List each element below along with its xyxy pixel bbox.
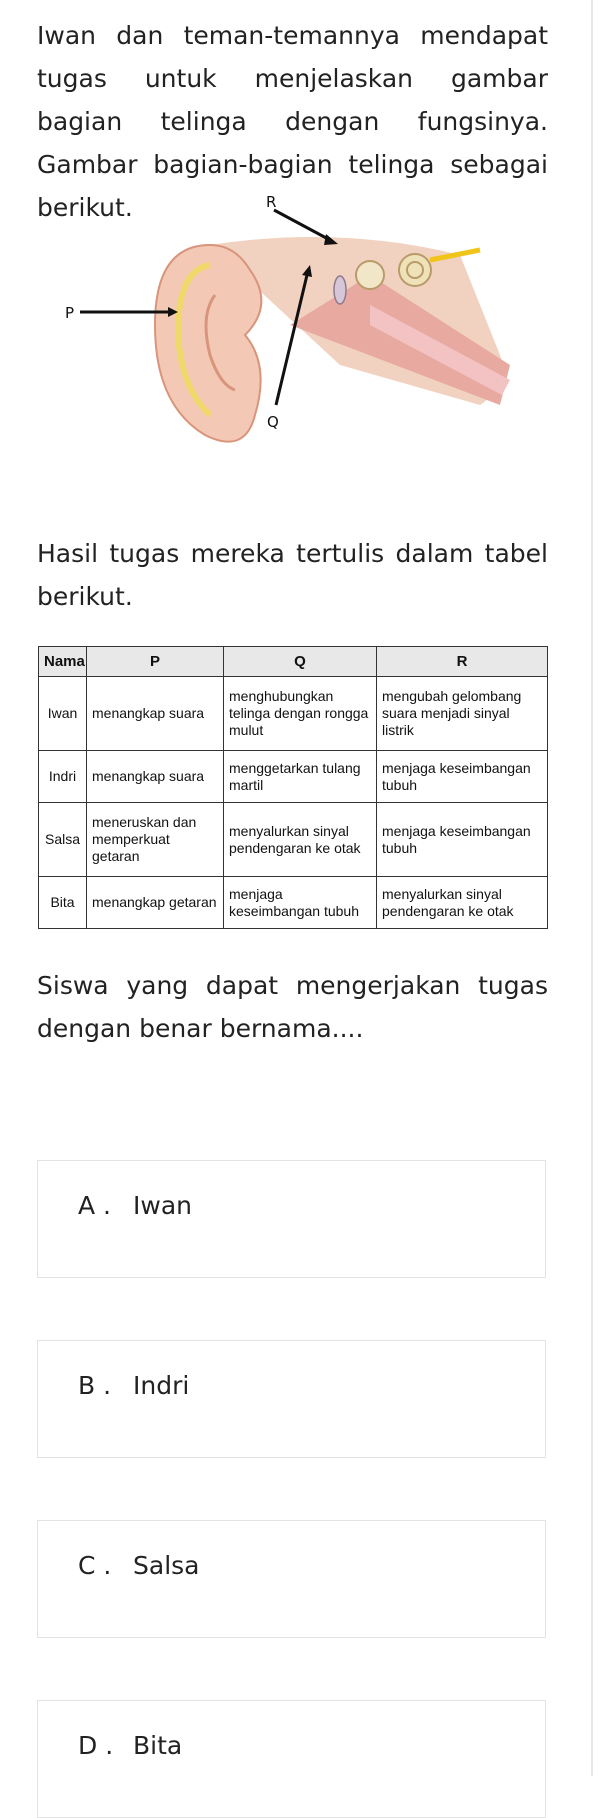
cell-p: meneruskan dan memperkuat getaran bbox=[87, 802, 224, 876]
ear-diagram bbox=[40, 193, 560, 495]
header-nama: Nama bbox=[39, 647, 87, 677]
label-r: R bbox=[266, 193, 277, 211]
option-letter: D . bbox=[78, 1731, 114, 1760]
cell-p: menangkap suara bbox=[87, 751, 224, 803]
cell-r: menjaga keseimbangan tubuh bbox=[377, 802, 548, 876]
cell-p: menangkap suara bbox=[87, 677, 224, 751]
table-lead-text: Hasil tugas mereka tertulis dalam tabel berikut. bbox=[37, 539, 548, 611]
option-b[interactable] bbox=[37, 1340, 546, 1458]
cell-nama: Indri bbox=[39, 751, 87, 803]
arrow-r-line bbox=[274, 210, 330, 240]
option-letter: A . bbox=[78, 1191, 111, 1220]
cell-nama: Bita bbox=[39, 877, 87, 929]
table-row bbox=[39, 877, 548, 929]
cell-nama: Iwan bbox=[39, 677, 87, 751]
option-text: Salsa bbox=[133, 1551, 200, 1580]
table-row bbox=[39, 751, 548, 803]
question-prompt: Siswa yang dapat mengerjakan tugas dengan benar bernama.... bbox=[37, 971, 548, 1043]
cell-q: menjaga keseimbangan tubuh bbox=[224, 877, 377, 929]
cell-q: menggetarkan tulang martil bbox=[224, 751, 377, 803]
cell-q: menyalurkan sinyal pendengaran ke otak bbox=[224, 802, 377, 876]
option-letter: C . bbox=[78, 1551, 112, 1580]
option-d[interactable] bbox=[37, 1700, 546, 1818]
answers-table bbox=[38, 646, 548, 929]
cell-r: mengubah gelombang suara menjadi sinyal listrik bbox=[377, 677, 548, 751]
cell-q: menghubungkan telinga dengan rongga mulut bbox=[224, 677, 377, 751]
option-text: Indri bbox=[133, 1371, 190, 1400]
option-c[interactable] bbox=[37, 1520, 546, 1638]
cell-nama: Salsa bbox=[39, 802, 87, 876]
cell-r: menyalurkan sinyal pendengaran ke otak bbox=[377, 877, 548, 929]
ossicle-shape bbox=[356, 261, 384, 289]
table-row bbox=[39, 677, 548, 751]
eardrum-shape bbox=[334, 276, 346, 304]
cochlea-shape bbox=[399, 254, 431, 286]
cell-p: menangkap getaran bbox=[87, 877, 224, 929]
option-text: Bita bbox=[133, 1731, 183, 1760]
option-letter: B . bbox=[78, 1371, 112, 1400]
label-q: Q bbox=[267, 413, 279, 431]
question-intro: Iwan dan teman-temannya mendapat tugas untuk menjelaskan gambar bagian telinga dengan fungsinya. Gambar bagian-bagian telinga sebagai berikut. bbox=[37, 21, 548, 222]
label-p: P bbox=[65, 304, 75, 322]
option-text: Iwan bbox=[133, 1191, 192, 1220]
cell-r: menjaga keseimbangan tubuh bbox=[377, 751, 548, 803]
table-row bbox=[39, 802, 548, 876]
header-p: P bbox=[87, 647, 224, 677]
option-a[interactable] bbox=[37, 1160, 546, 1278]
page-edge-rule bbox=[591, 0, 593, 1776]
header-r: R bbox=[377, 647, 548, 677]
header-q: Q bbox=[224, 647, 377, 677]
table-header-row bbox=[39, 647, 548, 677]
